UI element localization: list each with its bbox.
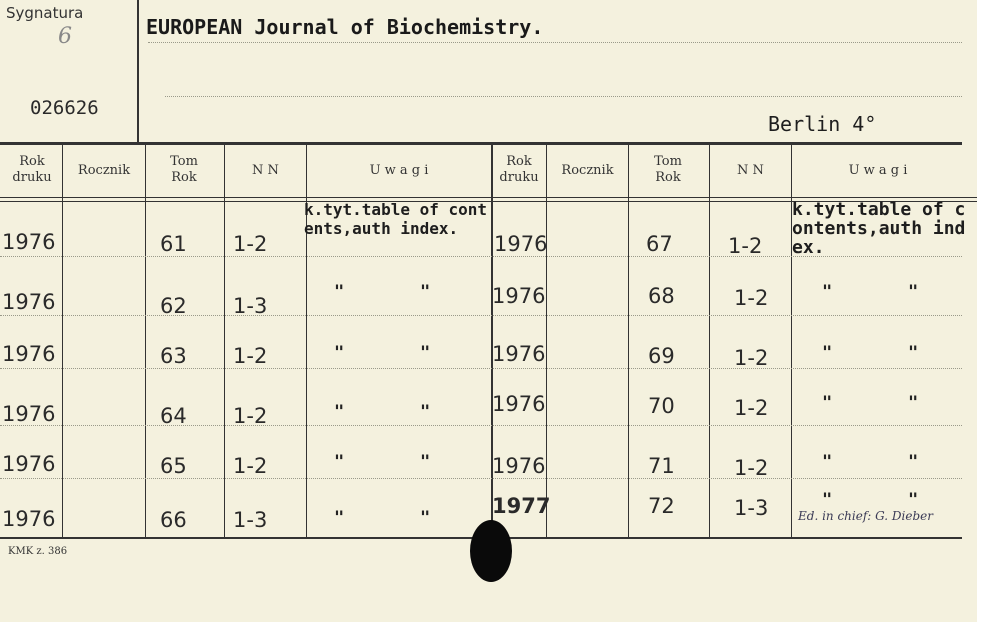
ditto-mark: " xyxy=(908,343,919,363)
ditto-mark: " xyxy=(822,393,833,413)
nn-cell-right: 1-2 xyxy=(734,396,769,420)
col-line xyxy=(62,145,63,538)
ditto-mark: " xyxy=(334,343,345,363)
form-code: KMK z. 386 xyxy=(8,546,68,557)
handwritten-note: Ed. in chief: G. Dieber xyxy=(798,509,934,523)
rok-druku-cell-right: 1976 xyxy=(492,454,546,478)
uwagi-cell-right: k.tyt.table of contents,auth index. xyxy=(792,199,966,258)
tom-cell-right: 69 xyxy=(648,344,675,368)
nn-cell-right: 1-2 xyxy=(734,286,769,310)
col-header-nn: N N xyxy=(252,163,279,178)
ditto-mark: " xyxy=(334,402,345,422)
rok-druku-cell-right: 1976 xyxy=(492,284,546,308)
col-header-tom-rok-2: Tom Rok xyxy=(654,154,682,185)
ditto-mark: " xyxy=(420,282,431,302)
ditto-mark: " xyxy=(822,343,833,363)
tom-cell-right: 67 xyxy=(646,232,673,256)
header-divider-vertical xyxy=(137,0,139,143)
ditto-mark: " xyxy=(334,508,345,528)
nn-cell-right: 1-2 xyxy=(734,346,769,370)
tom-cell-right: 71 xyxy=(648,454,675,478)
ditto-mark: " xyxy=(420,343,431,363)
ditto-mark: " xyxy=(420,402,431,422)
row-separator xyxy=(0,425,962,426)
column-header-rule xyxy=(0,197,977,198)
col-line xyxy=(546,145,547,538)
title-dotted-line-2 xyxy=(165,96,962,97)
ditto-mark: " xyxy=(908,452,919,472)
ditto-mark: " xyxy=(420,508,431,528)
rok-druku-cell-right: 1976 xyxy=(492,342,546,366)
place-format: Berlin 4° xyxy=(768,112,877,136)
rok-druku-cell: 1976 xyxy=(2,342,56,366)
ditto-mark: " xyxy=(334,282,345,302)
row-separator xyxy=(0,315,962,316)
rok-druku-cell-right: 1976 xyxy=(492,392,546,416)
sygnatura-label: Sygnatura xyxy=(6,4,84,22)
nn-cell-right: 1-2 xyxy=(734,456,769,480)
col-header-uwagi-2: U w a g i xyxy=(848,163,908,178)
ditto-mark: " xyxy=(822,452,833,472)
tom-cell: 65 xyxy=(160,454,187,478)
col-header-uwagi: U w a g i xyxy=(369,163,429,178)
nn-cell-right: 1-2 xyxy=(728,234,763,258)
row-separator xyxy=(0,368,962,369)
ditto-mark: " xyxy=(822,490,833,510)
ditto-mark: " xyxy=(908,282,919,302)
ditto-mark: " xyxy=(822,282,833,302)
nn-cell: 1-2 xyxy=(233,404,268,428)
col-header-rocznik: Rocznik xyxy=(77,163,131,178)
rok-druku-cell: 1976 xyxy=(2,507,56,531)
rok-druku-cell-right: 1977 xyxy=(492,494,551,518)
ditto-mark: " xyxy=(334,452,345,472)
col-line xyxy=(145,145,146,538)
rok-druku-cell: 1976 xyxy=(2,402,56,426)
tom-cell: 63 xyxy=(160,344,187,368)
uwagi-cell: k.tyt.table of contents,auth index. xyxy=(304,200,488,238)
tom-cell-right: 68 xyxy=(648,284,675,308)
rok-druku-cell: 1976 xyxy=(2,452,56,476)
ditto-mark: " xyxy=(908,490,919,510)
rok-druku-cell: 1976 xyxy=(2,230,56,254)
nn-cell: 1-2 xyxy=(233,232,268,256)
rok-druku-cell-right: 1976 xyxy=(494,232,548,256)
col-line xyxy=(224,145,225,538)
tom-cell: 66 xyxy=(160,508,187,532)
journal-title: EUROPEAN Journal of Biochemistry. xyxy=(146,15,544,39)
tom-cell-right: 70 xyxy=(648,394,675,418)
row-separator xyxy=(0,478,962,479)
nn-cell: 1-2 xyxy=(233,344,268,368)
col-header-tom-rok: Tom Rok xyxy=(170,154,198,185)
tom-cell-right: 72 xyxy=(648,494,675,518)
col-header-nn-2: N N xyxy=(737,163,764,178)
title-dotted-line xyxy=(148,42,962,43)
tom-cell: 61 xyxy=(160,232,187,256)
col-header-rok-druku-2: Rok druku xyxy=(499,154,539,185)
accession-number: 026626 xyxy=(30,97,99,119)
col-header-rok-druku: Rok druku xyxy=(12,154,52,185)
ditto-mark: " xyxy=(420,452,431,472)
rok-druku-cell: 1976 xyxy=(2,290,56,314)
tom-cell: 62 xyxy=(160,294,187,318)
col-header-rocznik-2: Rocznik xyxy=(561,163,614,178)
tom-cell: 64 xyxy=(160,404,187,428)
nn-cell: 1-3 xyxy=(233,294,268,318)
nn-cell-right: 1-3 xyxy=(734,496,769,520)
nn-cell: 1-2 xyxy=(233,454,268,478)
col-line xyxy=(628,145,629,538)
punch-hole xyxy=(470,520,512,582)
sygnatura-mark: 6 xyxy=(58,24,72,49)
ditto-mark: " xyxy=(908,393,919,413)
col-line xyxy=(709,145,710,538)
nn-cell: 1-3 xyxy=(233,508,268,532)
